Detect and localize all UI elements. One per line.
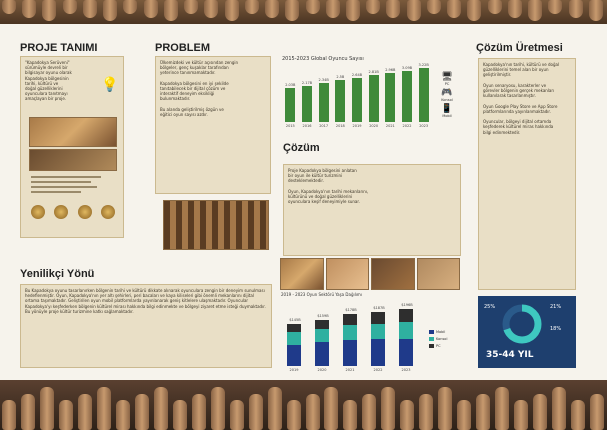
x-tick-label: 2019 xyxy=(352,124,362,128)
pot-icon xyxy=(590,394,604,430)
bar-value-label: 3.22B xyxy=(418,63,429,68)
age-range: 35-44 YIL xyxy=(486,350,534,360)
global-players-chart xyxy=(282,62,432,134)
lightbulb-icon: 💡 xyxy=(101,77,119,93)
stacked-bar-segment xyxy=(343,340,357,366)
problem-text: Ülkemizdeki ve kültür açısından zengin bölgeler, genç kuşaklar tarafından yeterince tanınmamaktadır. Kapadokya bölgesini en iyi şekilde tanıtabilecek bir dijital çözüm ve interaktif deneyim eksikliği bulunmaktadır. Bu alanda geliştirilmiş özgün ve eğitici oyun sayısı azdır. xyxy=(160,60,239,118)
cozum-box xyxy=(283,164,461,256)
monitor-icon: 🖥 xyxy=(441,72,453,82)
stacked-total-label: $196B xyxy=(401,303,413,308)
yenilikci-box xyxy=(20,284,272,368)
pot-icon xyxy=(83,0,97,18)
mobile-label: Mobil xyxy=(442,114,452,118)
stacked-bar-segment xyxy=(287,324,301,332)
chart-bar xyxy=(402,71,412,123)
stacked-bar-segment xyxy=(371,339,385,366)
proje-intro-text: "Kapadokya Serüveni" sürümüyle devreli bir bilgisayar oyunu olarak Kapadokya bölgesinin tarihi, kültürü ve doğal güzelliklerini oyunculara tanıtmayı amaçlayan bir proje. xyxy=(25,60,72,102)
problem-heading: PROBLEM xyxy=(155,42,210,54)
cozum-uretmesi-text: Kapadokya'nın tarihi, kültürü ve doğal güzelliklerini temel alan bir oyun geliştirilmiştir. Oyun senaryosu, karakterler ve görevler bölgenin gerçek mekanları kullanılarak tasarlanmıştır. Oyun Google Play Store ve App Store platformlarında yayınlanmaktadır. Oyuncular, bölgeyi dijital ortamda keşfederek kültürel miras hakkında bilgi edinmektedir. xyxy=(483,62,560,135)
stat-percent-3: 18% xyxy=(550,326,562,332)
console-label: Konsol xyxy=(441,98,453,102)
bar-value-label: 2.34B xyxy=(318,78,329,82)
pot-icon xyxy=(306,394,320,430)
pot-icon xyxy=(419,394,433,430)
pot-icon xyxy=(225,0,239,21)
stacked-total-label: $178B xyxy=(345,308,357,313)
bar-value-label: 2.64B xyxy=(351,73,363,77)
stat-percent-1: 25% xyxy=(484,304,496,310)
top-pottery-decoration xyxy=(0,0,607,24)
stacked-bar-segment xyxy=(399,309,413,322)
feature-list xyxy=(31,173,111,197)
pot-icon xyxy=(103,0,117,21)
stat-percent-2: 21% xyxy=(550,304,562,310)
stacked-bar-segment xyxy=(287,332,301,345)
x-tick-label: 2015 xyxy=(285,124,295,128)
stacked-bar-segment xyxy=(315,342,329,366)
pot-icon xyxy=(571,400,585,430)
pot-icon xyxy=(528,0,542,21)
pot-icon xyxy=(287,400,301,430)
pot-icon xyxy=(230,400,244,430)
coin-icon xyxy=(101,205,115,219)
maze-image xyxy=(163,200,269,250)
pot-icon xyxy=(438,387,452,430)
pot-icon xyxy=(40,387,54,430)
stacked-total-label: $187B xyxy=(373,305,385,310)
pot-icon xyxy=(135,394,149,430)
pc-label: PC xyxy=(444,82,450,86)
legend-swatch xyxy=(429,330,434,334)
stacked-bar-segment xyxy=(371,312,385,324)
stacked-x-tick: 2020 xyxy=(317,368,327,372)
strip-photo xyxy=(280,258,324,290)
gamepad-icon: 🎮 xyxy=(441,88,453,98)
pot-icon xyxy=(488,0,502,14)
stacked-chart xyxy=(281,300,461,380)
yenilikci-heading: Yenilikçi Yönü xyxy=(20,268,95,280)
pot-icon xyxy=(476,394,490,430)
x-tick-label: 2016 xyxy=(302,124,312,128)
stacked-bar-segment xyxy=(343,314,357,324)
chart-bar xyxy=(302,86,312,122)
chart-bar xyxy=(385,73,395,122)
pot-icon xyxy=(346,0,360,21)
pot-icon xyxy=(362,394,376,430)
stacked-bar-segment xyxy=(315,320,329,329)
pot-icon xyxy=(508,0,522,18)
bottom-pottery-decoration xyxy=(0,380,607,430)
legend-swatch xyxy=(429,337,434,341)
pot-icon xyxy=(173,400,187,430)
pot-icon xyxy=(22,0,36,18)
coin-icon xyxy=(78,205,92,219)
pot-icon xyxy=(249,394,263,430)
pot-icon xyxy=(59,400,73,430)
pot-icon xyxy=(116,400,130,430)
coin-icons xyxy=(31,205,115,223)
strip-photo xyxy=(417,258,461,290)
pot-icon xyxy=(285,0,299,21)
bar-value-label: 2.03B xyxy=(285,83,296,88)
donut-chart xyxy=(500,302,544,346)
pot-icon xyxy=(144,0,158,18)
pot-icon xyxy=(42,0,56,21)
x-tick-label: 2021 xyxy=(385,124,395,128)
pot-icon xyxy=(97,387,111,430)
x-tick-label: 2018 xyxy=(335,124,345,128)
stacked-x-tick: 2023 xyxy=(401,368,411,372)
chart-bar xyxy=(319,83,329,122)
coin-icon xyxy=(54,205,68,219)
pot-icon xyxy=(407,0,421,21)
stats-panel xyxy=(478,296,576,368)
bar-value-label: 2.96B xyxy=(385,67,396,72)
bar-value-label: 2.81B xyxy=(368,70,379,75)
stacked-bar-segment xyxy=(343,325,357,340)
pot-icon xyxy=(211,387,225,430)
stacked-bar-segment xyxy=(315,329,329,342)
pot-icon xyxy=(154,387,168,430)
stacked-bar-segment xyxy=(287,345,301,366)
pot-icon xyxy=(552,387,566,430)
bar-value-label: 2.17B xyxy=(301,80,313,85)
stacked-bar-segment xyxy=(399,322,413,339)
stacked-x-tick: 2021 xyxy=(345,368,355,372)
pot-icon xyxy=(245,0,259,14)
pot-icon xyxy=(569,0,583,18)
x-tick-label: 2023 xyxy=(419,124,429,128)
proje-tanimi-heading: PROJE TANIMI xyxy=(20,42,98,54)
pot-icon xyxy=(343,400,357,430)
pot-icon xyxy=(192,394,206,430)
pot-icon xyxy=(366,0,380,14)
cappadocia-photo xyxy=(29,117,117,147)
legend-label: PC xyxy=(436,344,441,348)
pot-icon xyxy=(2,400,16,430)
stacked-total-label: $159B xyxy=(317,313,329,318)
chart-bar xyxy=(352,78,362,122)
chart-bar xyxy=(335,80,345,122)
strip-photo xyxy=(371,258,415,290)
pot-icon xyxy=(386,0,400,18)
bar-value-label: 2.5B xyxy=(336,75,345,80)
pot-icon xyxy=(457,400,471,430)
pot-icon xyxy=(381,387,395,430)
stacked-bar-segment xyxy=(399,339,413,366)
pot-icon xyxy=(204,0,218,18)
pot-icon xyxy=(268,387,282,430)
pot-icon xyxy=(427,0,441,14)
mobile-icon: 📱 xyxy=(441,104,453,114)
legend-swatch xyxy=(429,344,434,348)
pot-icon xyxy=(164,0,178,21)
x-tick-label: 2020 xyxy=(369,124,379,128)
pot-icon xyxy=(533,394,547,430)
cozum-uretmesi-box xyxy=(478,58,576,290)
proje-tanimi-box xyxy=(20,56,124,238)
pot-icon xyxy=(63,0,77,14)
legend-label: Konsol xyxy=(436,337,448,341)
chart-bar xyxy=(419,68,429,122)
x-tick-label: 2022 xyxy=(402,124,412,128)
coin-icon xyxy=(31,205,45,219)
pot-icon xyxy=(548,0,562,14)
pot-icon xyxy=(2,0,16,14)
pot-icon xyxy=(514,400,528,430)
stacked-total-label: $145B xyxy=(289,317,301,322)
pot-icon xyxy=(326,0,340,18)
problem-box xyxy=(155,56,271,194)
stacked-x-tick: 2022 xyxy=(373,368,383,372)
cozum-text: Proje Kapadokya bölgesini anlatan bir oyun ile kültür turizmini desteklemektedir. Oyun, Kapadokya'nın tarihi mekanlarını, kültürünü ve doğal güzelliklerini oyunculara keşif deneyimiyle sunar. xyxy=(288,168,369,205)
chart-title: 2015-2023 Global Oyuncu Sayısı xyxy=(282,56,364,62)
yenilikci-text: Bu Kapadokya oyunu tasarlanırken bölgenin tarihi ve kültürü dikkate alınarak oyunculara zengin bir deneyim sunulması hedeflenmiştir. Oyun, Kapadokya'nın yer altı şehirleri, peri bacaları ve kaya kiliseleri gibi önemli mekanlarını dijital ortama taşımaktadır. Geliştirilen oyun mobil platformlarda yayınlanarak geniş kitlelere ulaşmaktadır. Oyuncular Kapadokya'yı keşfederken bölgenin kültürel mirası hakkında bilgi edinmekte ve bölgeyi ziyaret etme isteği duymaktadır. Bu yönüyle proje kültür turizmine katkı sağlamaktadır. xyxy=(25,288,266,314)
pot-icon xyxy=(78,394,92,430)
stacked-x-tick: 2019 xyxy=(289,368,299,372)
stacked-chart-title: 2019 - 2023 Oyun Sektörü Yaşa Dağılımı xyxy=(281,292,362,297)
pot-icon xyxy=(306,0,320,14)
pot-icon xyxy=(495,387,509,430)
chart-bar xyxy=(369,75,379,122)
pot-icon xyxy=(265,0,279,18)
bar-value-label: 3.09B xyxy=(401,65,413,70)
stacked-bar-segment xyxy=(371,324,385,340)
pot-icon xyxy=(21,394,35,430)
pot-icon xyxy=(324,387,338,430)
pot-icon xyxy=(467,0,481,21)
cozum-heading: Çözüm xyxy=(283,142,320,154)
pot-icon xyxy=(123,0,137,14)
pot-icon xyxy=(400,400,414,430)
cozum-uretmesi-heading: Çözüm Üretmesi xyxy=(476,42,563,54)
cappadocia-photo-2 xyxy=(29,149,117,171)
chart-bar xyxy=(285,88,295,122)
legend-label: Mobil xyxy=(436,330,446,334)
x-tick-label: 2017 xyxy=(319,124,329,128)
pot-icon xyxy=(589,0,603,21)
pot-icon xyxy=(447,0,461,18)
photo-strip xyxy=(280,258,460,288)
pot-icon xyxy=(184,0,198,14)
strip-photo xyxy=(326,258,370,290)
